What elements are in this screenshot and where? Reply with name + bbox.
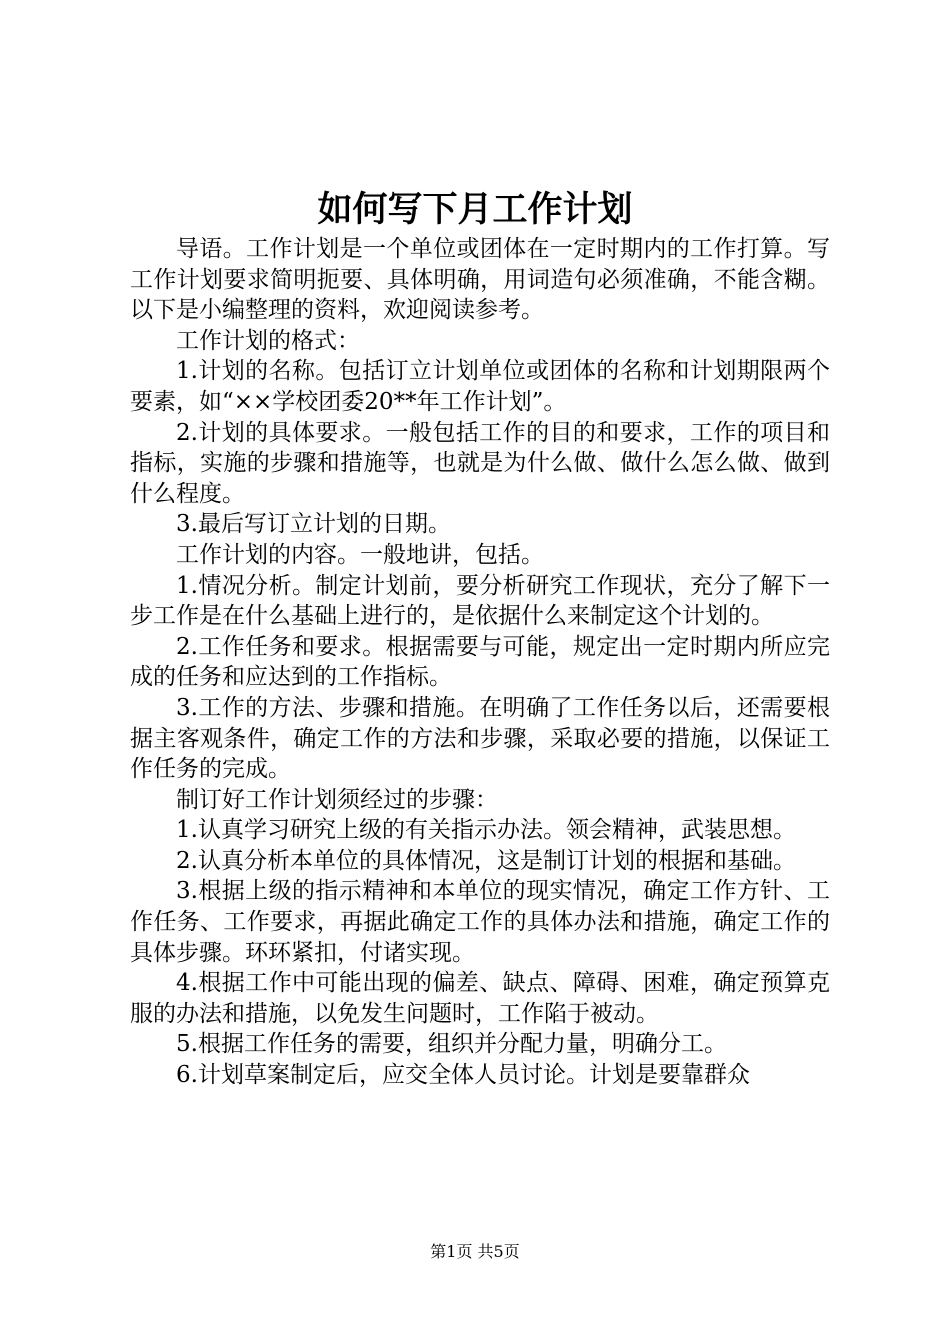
paragraph: 2.认真分析本单位的具体情况，这是制订计划的根据和基础。	[176, 847, 796, 874]
paragraph: 1.认真学习研究上级的有关指示办法。领会精神，武装思想。	[176, 817, 796, 844]
paragraph: 3.最后写订立计划的日期。	[176, 511, 451, 538]
paragraph: 工作计划的内容。一般地讲，包括。	[176, 541, 544, 568]
paragraph: 导语。工作计划是一个单位或团体在一定时期内的工作打算。写工作计划要求简明扼要、具体明确，用词造句必须准确，不能含糊。以下是小编整理的资料，欢迎阅读参考。	[130, 236, 830, 324]
paragraph: 2.工作任务和要求。根据需要与可能，规定出一定时期内所应完成的任务和应达到的工作指标。	[130, 633, 830, 691]
paragraph: 1.计划的名称。包括订立计划单位或团体的名称和计划期限两个要素，如“××学校团委20**年工作计划”。	[130, 358, 830, 415]
paragraph: 3.根据上级的指示精神和本单位的现实情况，确定工作方针、工作任务、工作要求，再据此确定工作的具体办法和措施，确定工作的具体步骤。环环紧扣，付诸实现。	[130, 878, 830, 966]
paragraph: 1.情况分析。制定计划前，要分析研究工作现状，充分了解下一步工作是在什么基础上进行的，是依据什么来制定这个计划的。	[130, 572, 830, 630]
paragraph: 工作计划的格式：	[176, 327, 360, 354]
paragraph: 5.根据工作任务的需要，组织并分配力量，明确分工。	[176, 1031, 727, 1058]
paragraph: 4.根据工作中可能出现的偏差、缺点、障碍、困难，确定预算克服的办法和措施，以免发生问题时，工作陷于被动。	[130, 970, 830, 1027]
paragraph: 6.计划草案制定后，应交全体人员讨论。计划是要靠群众	[176, 1062, 750, 1089]
paragraph: 制订好工作计划须经过的步骤：	[176, 786, 498, 813]
paragraph: 3.工作的方法、步骤和措施。在明确了工作任务以后，还需要根据主客观条件，确定工作的方法和步骤，采取必要的措施，以保证工作任务的完成。	[130, 694, 830, 783]
document-title: 如何写下月工作计划	[317, 189, 633, 230]
document-body	[130, 234, 830, 1091]
paragraph: 2.计划的具体要求。一般包括工作的目的和要求，工作的项目和指标，实施的步骤和措施等，也就是为什么做、做什么怎么做、做到什么程度。	[130, 419, 830, 507]
page-footer: 第1页 共5页	[430, 1242, 520, 1261]
